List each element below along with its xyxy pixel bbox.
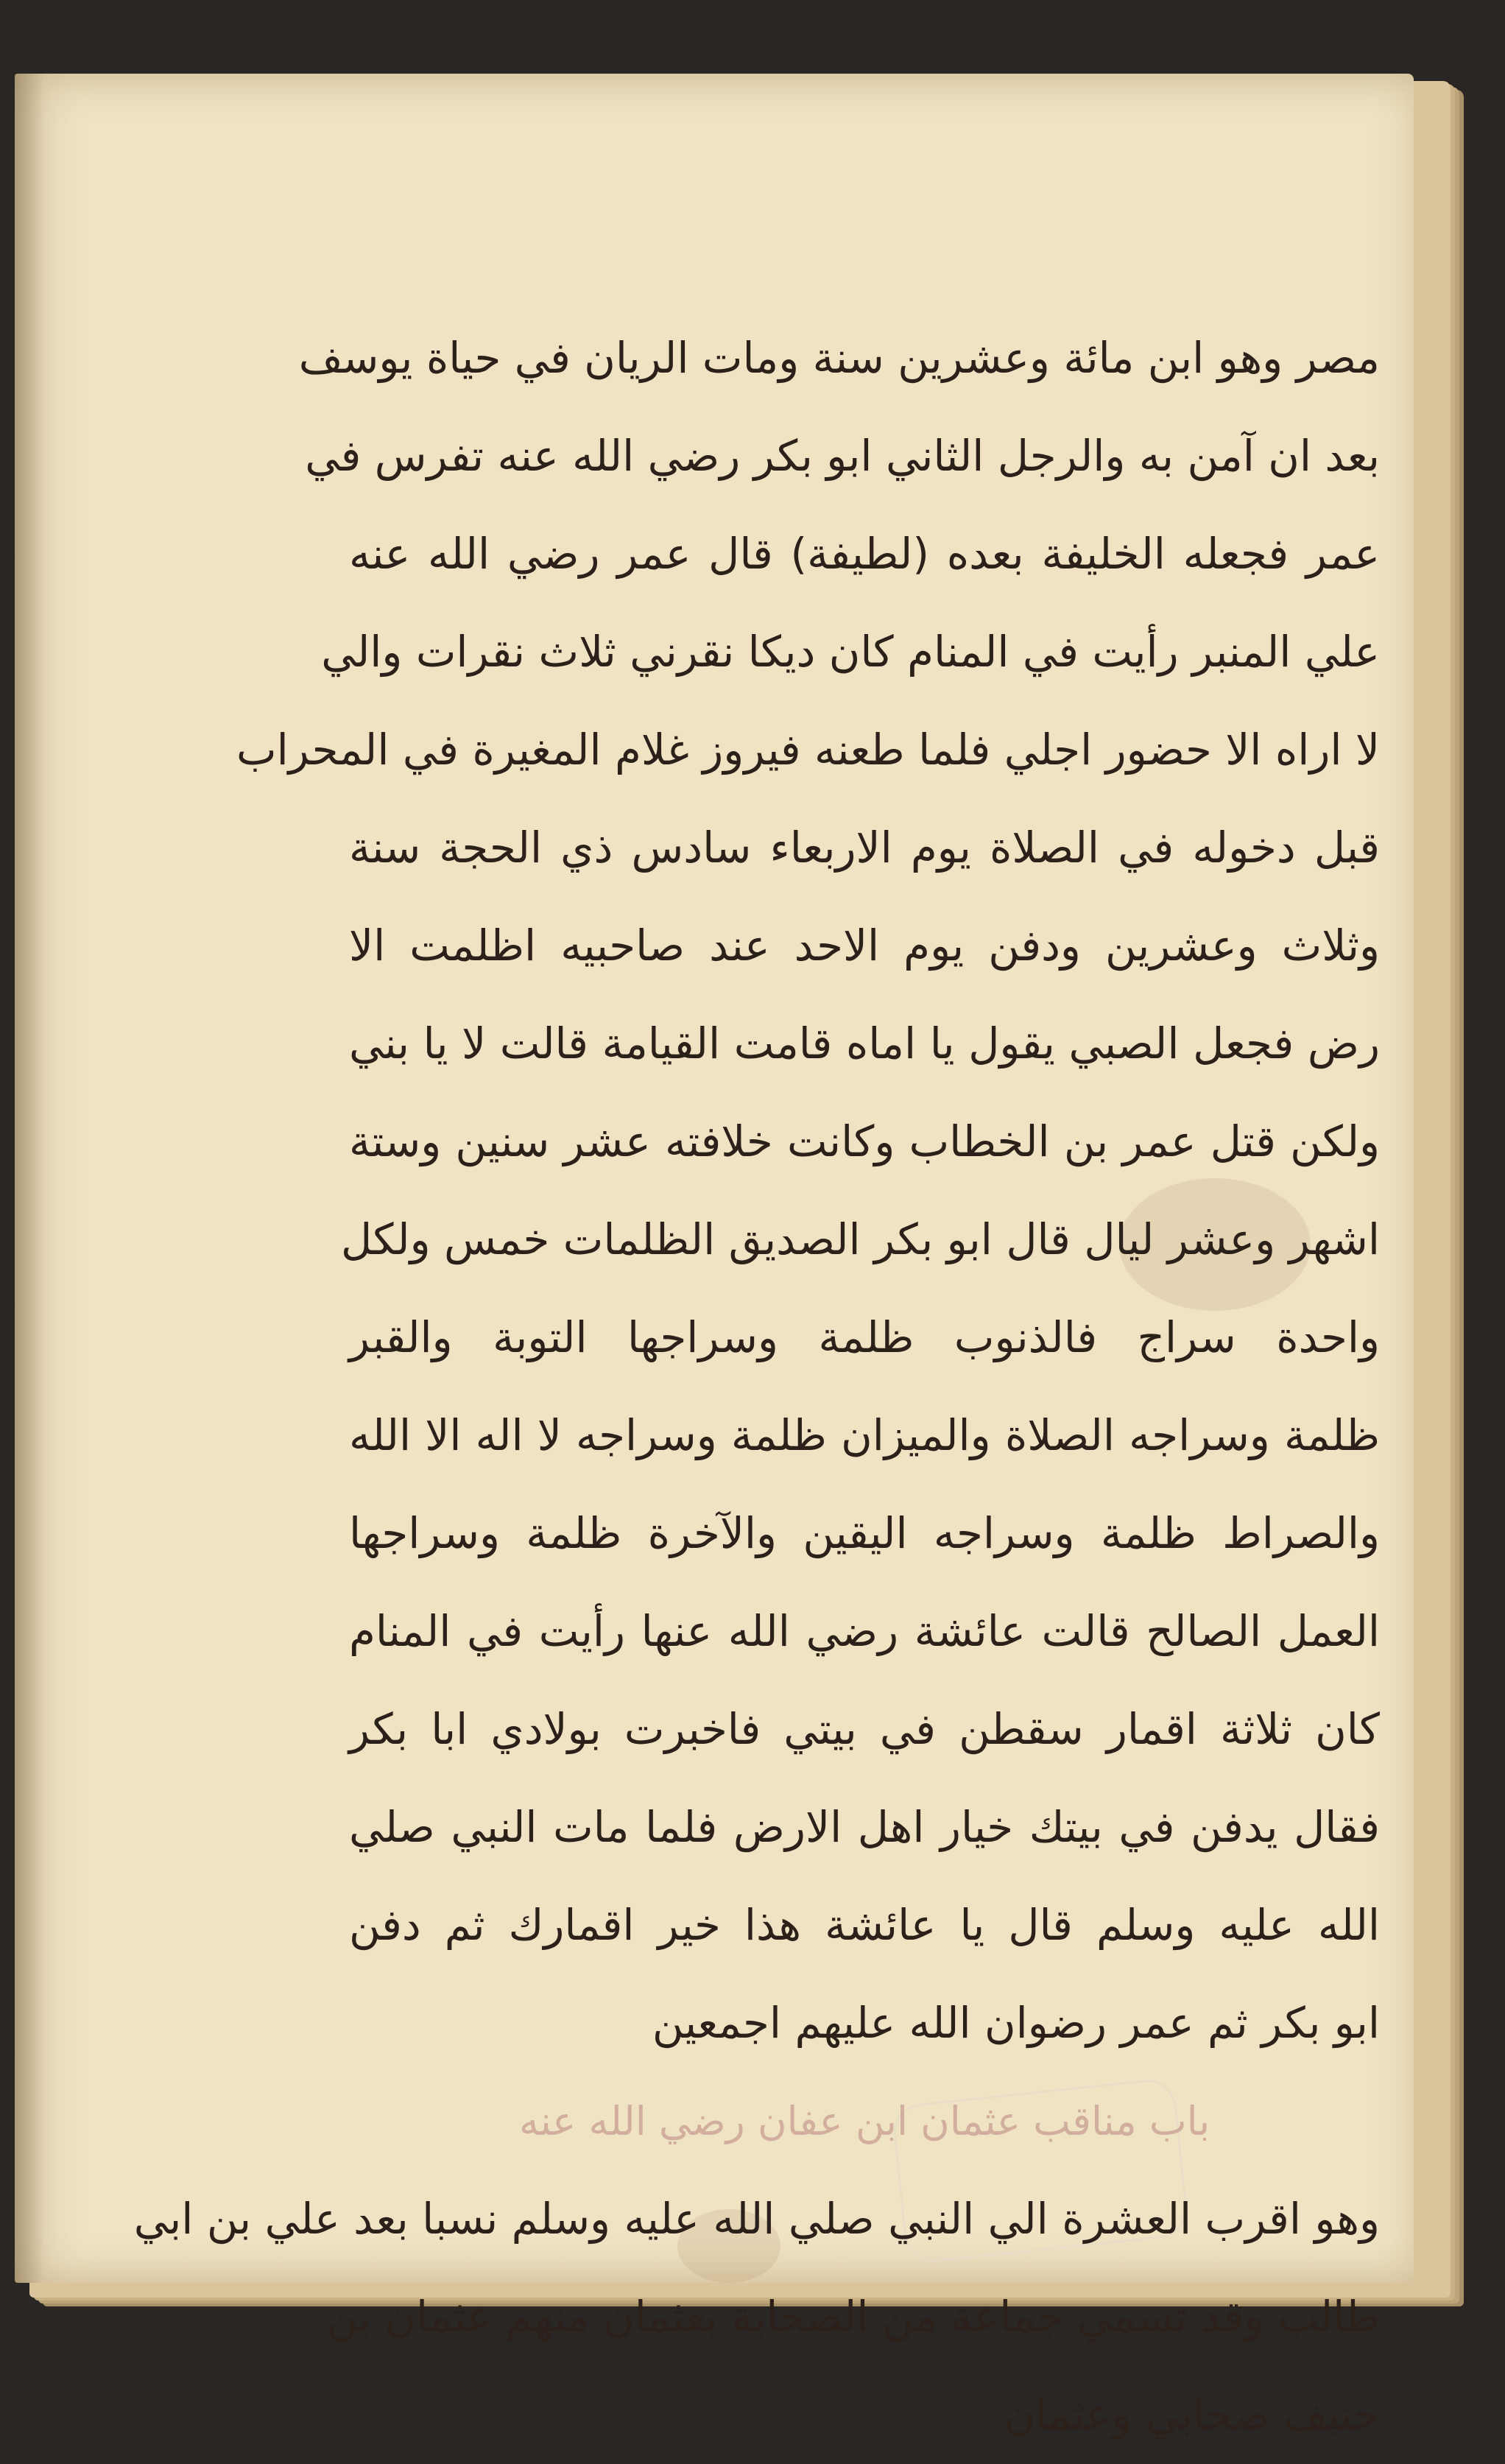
text-line-14: العمل الصالح قالت عائشة رضي الله عنها رأيت في المنام [349,1606,1380,1656]
text-line-20: طالب وقد تسمي جماعة من الصحابة بعثمان منهم عثمان بن [326,2292,1380,2342]
text-line-1: مصر وهو ابن مائة وعشرين سنة ومات الريان في حياة يوسف [298,333,1380,383]
text-line-11: واحدة سراج فالذنوب ظلمة وسراجها التوبة والقبر [349,1312,1380,1362]
section-heading: باب مناقب عثمان ابن عفان رضي الله عنه [518,2098,1210,2144]
text-line-13: والصراط ظلمة وسراجه اليقين والآخرة ظلمة وسراجها [349,1508,1380,1558]
binding-shadow [15,74,44,2283]
text-line-4: علي المنبر رأيت في المنام كان ديكا نقرني ثلاث نقرات والي [321,627,1380,677]
text-line-6: قبل دخوله في الصلاة يوم الاربعاء سادس ذي الحجة سنة [349,823,1380,873]
text-line-12: ظلمة وسراجه الصلاة والميزان ظلمة وسراجه لا اله الا الله [349,1410,1380,1460]
text-line-16: فقال يدفن في بيتك خيار اهل الارض فلما مات النبي صلي [349,1802,1380,1852]
text-line-10: اشهر وعشر ليال قال ابو بكر الصديق الظلمات خمس ولكل [340,1214,1380,1264]
text-line-15: كان ثلاثة اقمار سقطن في بيتي فاخبرت بولادي ابا بكر [349,1704,1380,1754]
text-line-17: الله عليه وسلم قال يا عائشة هذا خير اقمارك ثم دفن [349,1900,1380,1950]
text-line-2: بعد ان آمن به والرجل الثاني ابو بكر رضي الله عنه تفرس في [305,431,1380,481]
text-line-8: رض فجعل الصبي يقول يا اماه قامت القيامة قالت لا يا بني [349,1018,1380,1069]
manuscript-text-block [133,309,1380,2464]
text-line-18: ابو بكر ثم عمر رضوان الله عليهم اجمعين [652,1998,1380,2048]
text-line-7: وثلاث وعشرين ودفن يوم الاحد عند صاحبيه اظلمت الا [349,921,1380,971]
text-line-5: لا اراه الا حضور اجلي فلما طعنه فيروز غلام المغيرة في المحراب [236,725,1380,775]
text-line-21: حنيف صحابي وعثمان [1004,2390,1380,2440]
text-line-9: ولكن قتل عمر بن الخطاب وكانت خلافته عشر سنين وستة [349,1116,1380,1166]
text-line-3: عمر فجعله الخليفة بعده (لطيفة) قال عمر رضي الله عنه [349,529,1380,579]
text-line-19: وهو اقرب العشرة الي النبي صلي الله عليه وسلم نسبا بعد علي بن ابي [133,2194,1380,2244]
